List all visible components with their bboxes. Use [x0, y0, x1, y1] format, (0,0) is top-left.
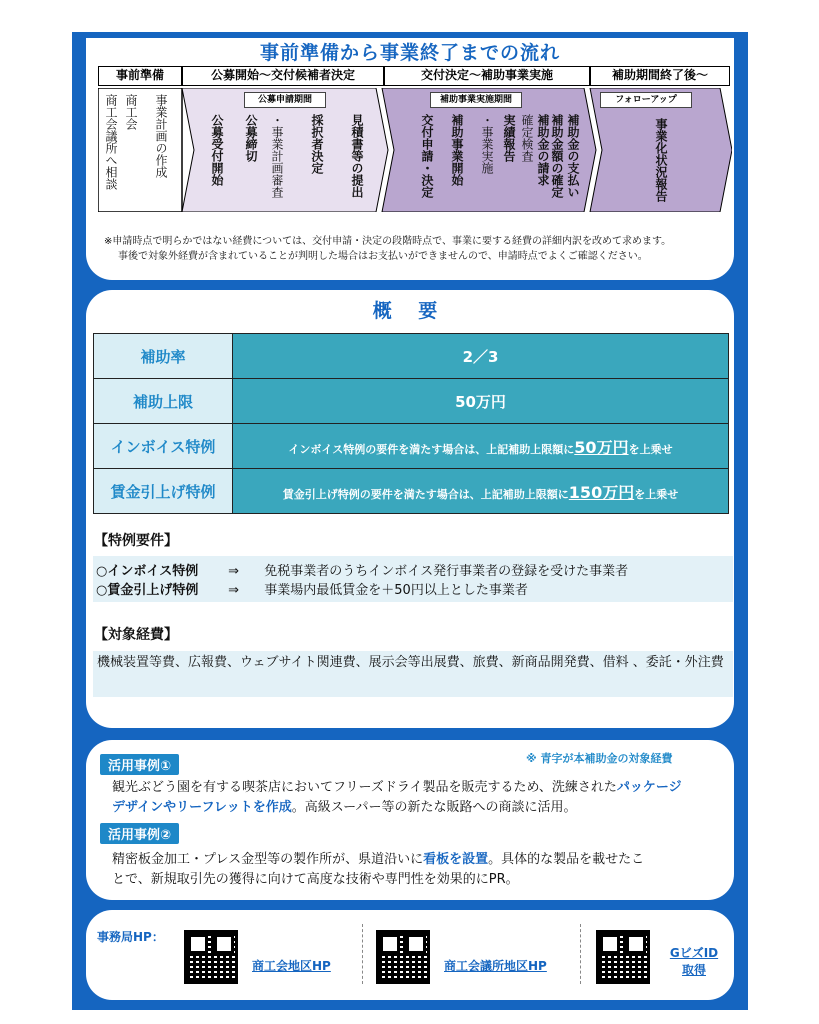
- qr-code-icon: [184, 930, 238, 984]
- qr-code-icon: [376, 930, 430, 984]
- table-row: [94, 424, 729, 469]
- case2-text: [112, 850, 724, 890]
- costs-text: 機械装置等費、広報費、ウェブサイト関連費、展示会等出展費、旅費、新商品開発費、借料 、委託・外注費: [93, 651, 733, 697]
- stage-follow: 補助期間終了後～: [590, 66, 730, 86]
- prep-text-1: 事業計画の作成: [154, 94, 168, 178]
- value-pre: インボイス特例の要件を満たす場合は、上記補助上限額に: [288, 442, 575, 456]
- gbiz-line-2: 取得: [681, 963, 706, 977]
- stage-prep: 事前準備: [98, 66, 182, 86]
- case2-highlight: 看板を設置: [423, 852, 489, 867]
- table-row: [94, 379, 729, 424]
- costs-heading: 【対象経費】: [94, 627, 178, 643]
- value-amount: 50万円: [574, 437, 629, 457]
- follow-text: 事業化状況報告: [654, 118, 668, 202]
- requirement-text: 免税事業者のうちインボイス発行事業者の登録を受けた事業者: [264, 564, 629, 579]
- value-post: を上乗せ: [628, 442, 673, 456]
- note-line-1: ※申請時点で明らかではない経費については、交付申請・決定の段階時点で、事業に要する経費の詳細内訳を改めて求めます。: [104, 236, 672, 247]
- row-value: [233, 424, 729, 469]
- requirement-row: [96, 579, 528, 598]
- row-label: インボイス特例: [94, 424, 233, 469]
- row-label: 賃金引上げ特例: [94, 469, 233, 514]
- koubo-text-5: 公募受付開始: [210, 114, 224, 186]
- cases-note: ※ 青字が本補助金の対象経費: [526, 752, 673, 765]
- shokokaigisho-hp-link[interactable]: 商工会議所地区HP: [444, 959, 547, 973]
- jisshi-text-2: 補助金額の確定: [550, 114, 564, 198]
- gbiz-line-1: GビズID: [669, 946, 719, 960]
- case1-highlight-1: パッケージ: [616, 780, 682, 795]
- koubo-text-4: 公募締切: [244, 114, 258, 162]
- overview-title: 概 要: [372, 300, 448, 322]
- jisshi-text-4: 確定検査: [520, 114, 534, 162]
- row-label: 補助上限: [94, 379, 233, 424]
- prep-text-3: 商工会議所へ相談: [104, 94, 118, 190]
- case1-text: [112, 778, 724, 818]
- table-row: [94, 469, 729, 514]
- flow-title: 事前準備から事業終了までの流れ: [259, 42, 560, 64]
- tag-jisshi-period: 補助事業実施期間: [430, 92, 522, 108]
- requirement-text: 事業場内最低賃金を＋50円以上とした事業者: [264, 583, 528, 598]
- stage-koubo: 公募開始～交付候補者決定: [182, 66, 384, 86]
- prep-text-2: 商工会: [124, 94, 138, 130]
- requirements-heading: 【特例要件】: [94, 533, 178, 549]
- arrow-icon: ⇒: [228, 583, 240, 598]
- stage-header-row: [98, 66, 730, 86]
- stage-jisshi: 交付決定～補助事業実施: [384, 66, 590, 86]
- gbizid-link[interactable]: [666, 944, 722, 978]
- jisshi-text-7: 補助事業開始: [450, 114, 464, 186]
- hp-label: 事務局HP：: [97, 930, 164, 944]
- case2-t2: 。具体的な製品を載せたこ: [488, 852, 645, 867]
- value-amount: 150万円: [568, 482, 635, 502]
- divider: [362, 924, 363, 984]
- jisshi-text-8: 交付申請・決定: [420, 114, 434, 198]
- jisshi-text-1: 補助金の支払い: [566, 114, 580, 198]
- row-value: 2／3: [233, 334, 729, 379]
- case2-t3: とで、新規取引先の獲得に向けて高度な技術や専門性を効果的にPR。: [112, 872, 519, 887]
- shokokai-hp-link[interactable]: 商工会地区HP: [252, 959, 331, 973]
- jisshi-text-6: ・事業実施: [480, 114, 494, 174]
- overview-table: [93, 333, 729, 514]
- requirement-name: ○インボイス特例: [96, 564, 199, 579]
- qr-code-icon: [596, 930, 650, 984]
- requirement-row: [96, 560, 628, 579]
- koubo-text-1: 見積書等の提出: [350, 114, 364, 198]
- case1-label: 活用事例①: [100, 754, 179, 775]
- value-pre: 賃金引上げ特例の要件を満たす場合は、上記補助上限額に: [282, 487, 569, 501]
- flow-note: [104, 234, 671, 264]
- case2-label: 活用事例②: [100, 823, 179, 844]
- case1-t1: 観光ぶどう園を有する喫茶店においてフリーズドライ製品を販売するため、洗練された: [112, 780, 617, 795]
- case1-t2: 。高級スーパー等の新たな販路への商談に活用。: [291, 800, 577, 815]
- row-label: 補助率: [94, 334, 233, 379]
- tag-followup: フォローアップ: [600, 92, 692, 108]
- jisshi-text-3: 補助金の請求: [536, 114, 550, 186]
- tag-koubo-period: 公募申請期間: [244, 92, 326, 108]
- row-value: 50万円: [233, 379, 729, 424]
- case2-t1: 精密板金加工・プレス金型等の製作所が、県道沿いに: [112, 852, 424, 867]
- koubo-text-3: ・事業計画審査: [270, 114, 284, 198]
- flow-diagram: [98, 88, 732, 212]
- divider: [580, 924, 581, 984]
- note-line-2: 事後で対象外経費が含まれていることが判明した場合はお支払いができませんので、申請時点でよくご確認ください。: [118, 251, 648, 262]
- koubo-text-2: 採択者決定: [310, 114, 324, 174]
- case1-highlight-2: デザインやリーフレットを作成: [112, 800, 292, 815]
- table-row: [94, 334, 729, 379]
- value-post: を上乗せ: [634, 487, 679, 501]
- row-value: [233, 469, 729, 514]
- jisshi-text-5: 実績報告: [502, 114, 516, 162]
- arrow-icon: ⇒: [228, 564, 240, 579]
- requirement-name: ○賃金引上げ特例: [96, 583, 199, 598]
